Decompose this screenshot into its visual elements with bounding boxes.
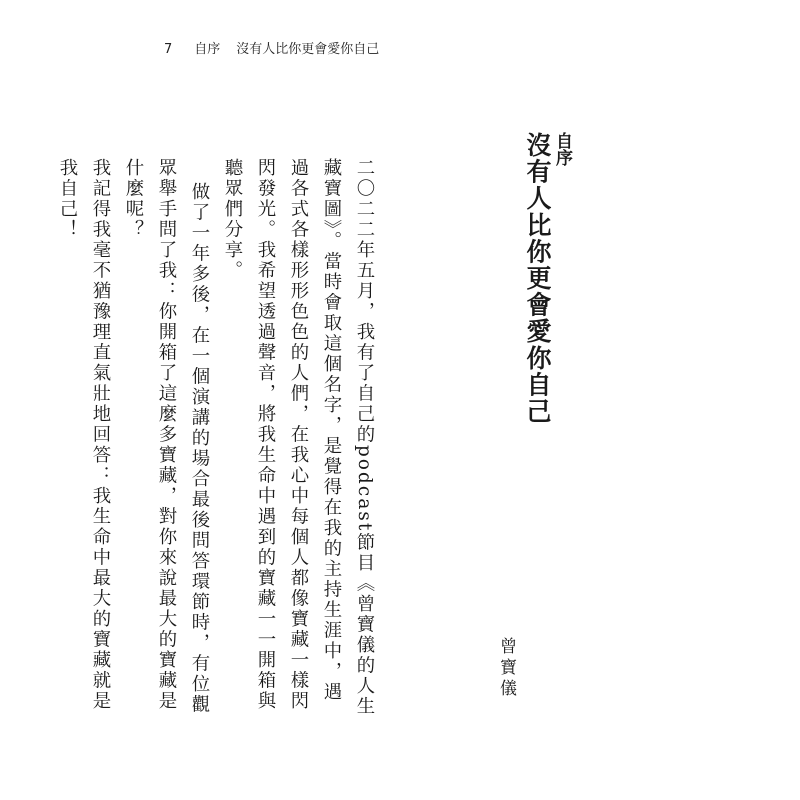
paragraph-2: 做了一年多後，在一個演講的場合最後問答環節時，有位觀眾舉手問了我：你開箱了這麼多寶藏，對你來說最大的寶藏是什麼呢？ bbox=[123, 158, 210, 716]
author-signature: 曾寶儀 bbox=[496, 637, 516, 700]
chapter-label: 自序 bbox=[552, 132, 572, 166]
chapter-title: 沒有人比你更會愛你自己 bbox=[523, 132, 552, 425]
paragraph-1: 二〇二二年五月，我有了自己的podcast節目《曾寶儀的人生藏寶圖》。當時會取這個名字，是覺得在我的主持生涯中，遇過各式各樣形形色色的人們，在我心中每個人都像寶藏一樣閃閃發光。我希望透過聲音，將我生命中遇到的寶藏一一開箱與聽眾們分享。 bbox=[222, 158, 375, 717]
header-section: 自序 bbox=[194, 42, 221, 57]
page-number: 7 bbox=[164, 42, 173, 57]
header-title: 沒有人比你更會愛你自己 bbox=[236, 42, 380, 57]
paragraph-3: 我記得我毫不猶豫理直氣壯地回答：我生命中最大的寶藏就是我自己！ bbox=[57, 158, 111, 712]
running-header bbox=[164, 38, 379, 57]
body-text bbox=[51, 158, 381, 718]
